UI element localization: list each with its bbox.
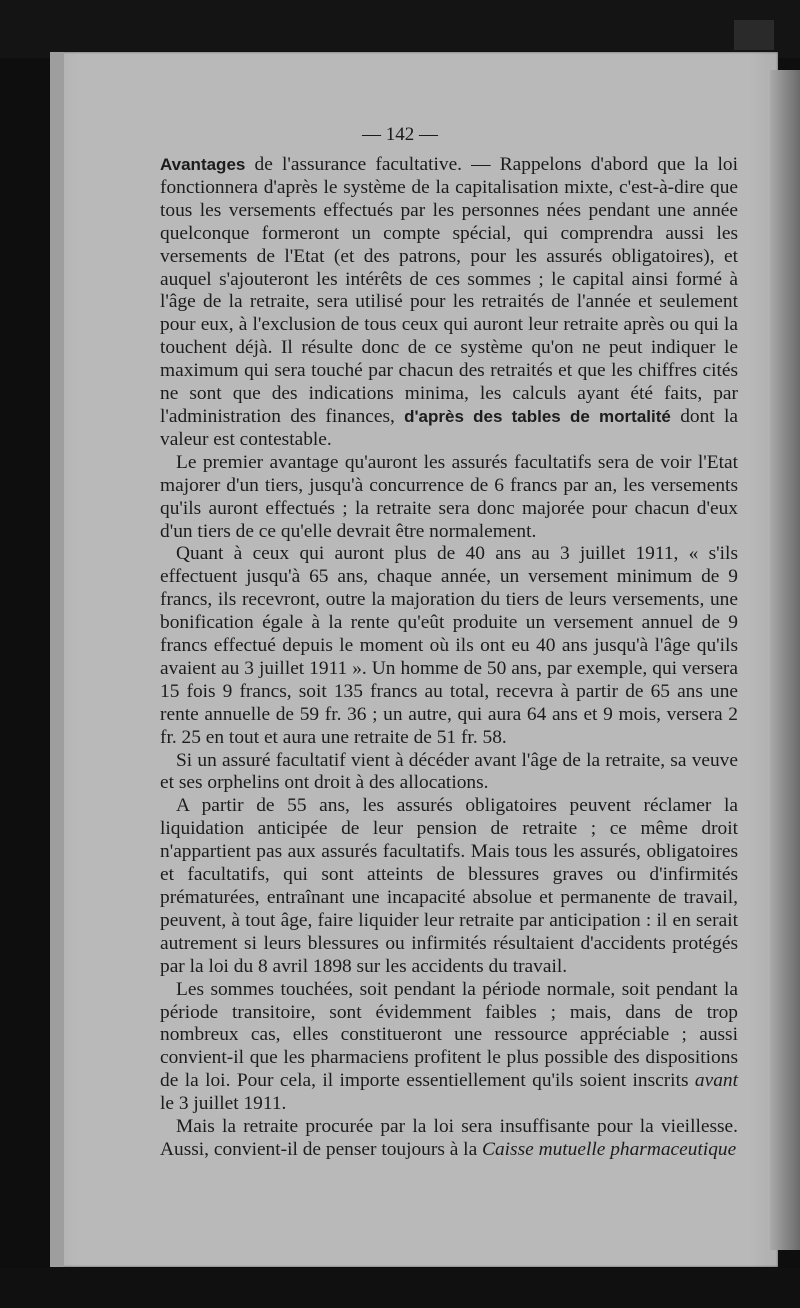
scan-top-border <box>0 0 800 58</box>
paragraph-premier-avantage <box>160 452 738 544</box>
section-heading: Avantages <box>160 155 246 174</box>
paragraph-text: Le premier avantage qu'auront les assurés facultatifs sera de voir l'Etat majorer d'un tiers, jusqu'à concurrence de 6 francs par an, les versements qu'ils auront effectués ; la retraite sera donc majorée pour chacun d'eux d'un tiers de ce qu'elle devrait être normalement. <box>160 451 738 542</box>
page-number: — 142 — <box>362 124 438 145</box>
paragraph-text-end: dont la valeur est contestable. <box>160 405 738 450</box>
paragraph-deces <box>160 750 738 796</box>
paragraph-caisse-mutuelle <box>160 1116 738 1162</box>
paragraph-italic-text: Caisse mutuelle pharmaceutique <box>477 1138 737 1160</box>
page-left-edge <box>50 52 64 1267</box>
paragraph-text: Mais la retraite procurée par la loi sera insuffisante pour la vieillesse. Aussi, convient-il de penser toujours à la <box>160 1116 738 1160</box>
paragraph-plus-de-40-ans <box>160 543 738 749</box>
paragraph-text: A partir de 55 ans, les assurés obligatoires peuvent réclamer la liquidation anticipée de leur pension de retraite ; ce même droit n'appartient pas aux assurés facultatifs. Mais tous les assurés, obligatoires et facultatifs, qui sont atteints de blessures graves ou d'infirmités prématurées, entraînant une incapacité absolue et permanente de travail, peuvent, à tout âge, faire liquider leur retraite par anticipation : il en serait autrement si leurs blessures ou infirmités résultaient d'accidents protégés par la loi du 8 avril 1898 sur les accidents du travail. <box>160 795 738 977</box>
paragraph-text-end: le 3 juillet 1911. <box>160 1093 287 1115</box>
paragraph-text: Les sommes touchées, soit pendant la période normale, soit pendant la période transitoire, sont évidemment faibles ; mais, dans de trop nombreux cas, elles constitueront une ressource appréciable ; aussi convient-il que les pharmaciens profitent le plus possible des dispositions de la loi. Pour cela, il importe essentiellement qu'ils soient inscrits <box>160 978 738 1092</box>
page-right-edge <box>770 70 800 1250</box>
paragraph-text: de l'assurance facultative. — Rappelons d'abord que la loi fonctionnera d'après le système de la capitalisation mixte, c'est-à-dire que tous les versements effectués par les personnes nées pendant une année quelconque formeront un compte spécial, qui comprendra aussi les versements de l'Etat (et des patrons, pour les assurés obligatoires), et auquel s'ajouteront les intérêts de ces sommes ; le capital ainsi formé à l'âge de la retraite, sera utilisé pour les retraités de l'année et seulement pour eux, à l'exclusion de tous ceux qui auront leur retraite après ou qui la touchent déjà. Il résulte donc de ce système qu'on ne peut indiquer le maximum qui sera touché par chacun des retraités et que les chiffres cités ne sont que des indications minima, les calculs ayant été faits, par l'administration des finances, <box>160 154 738 427</box>
paragraph-liquidation <box>160 795 738 978</box>
paragraph-italic-text: avant <box>688 1070 738 1092</box>
paragraph-text: Si un assuré facultatif vient à décéder avant l'âge de la retraite, sa veuve et ses orphelins ont droit à des allocations. <box>160 749 738 794</box>
scan-clip <box>734 20 774 50</box>
paragraph-avantages <box>160 154 738 452</box>
body-text <box>160 154 738 1162</box>
paragraph-text: Quant à ceux qui auront plus de 40 ans au 3 juillet 1911, « s'ils effectuent jusqu'à 65 ans, chaque année, un versement minimum de 9 francs, ils recevront, outre la majoration du tiers de leurs versements, une bonification égale à la rente qu'eût produite un versement annuel de 9 francs effectué depuis le moment où ils ont eu 40 ans jusqu'à l'âge qu'ils avaient au 3 juillet 1911 ». Un homme de 50 ans, par exemple, qui versera 15 fois 9 francs, soit 135 francs au total, recevra à partir de 65 ans une rente annuelle de 59 fr. 36 ; un autre, qui aura 64 ans et 9 mois, versera 2 fr. 25 en tout et aura une retraite de 51 fr. 58. <box>160 543 738 748</box>
paragraph-bold-text: d'après des tables de mortalité <box>394 406 671 426</box>
paragraph-sommes <box>160 979 738 1116</box>
scan-bottom-border <box>0 1268 800 1308</box>
